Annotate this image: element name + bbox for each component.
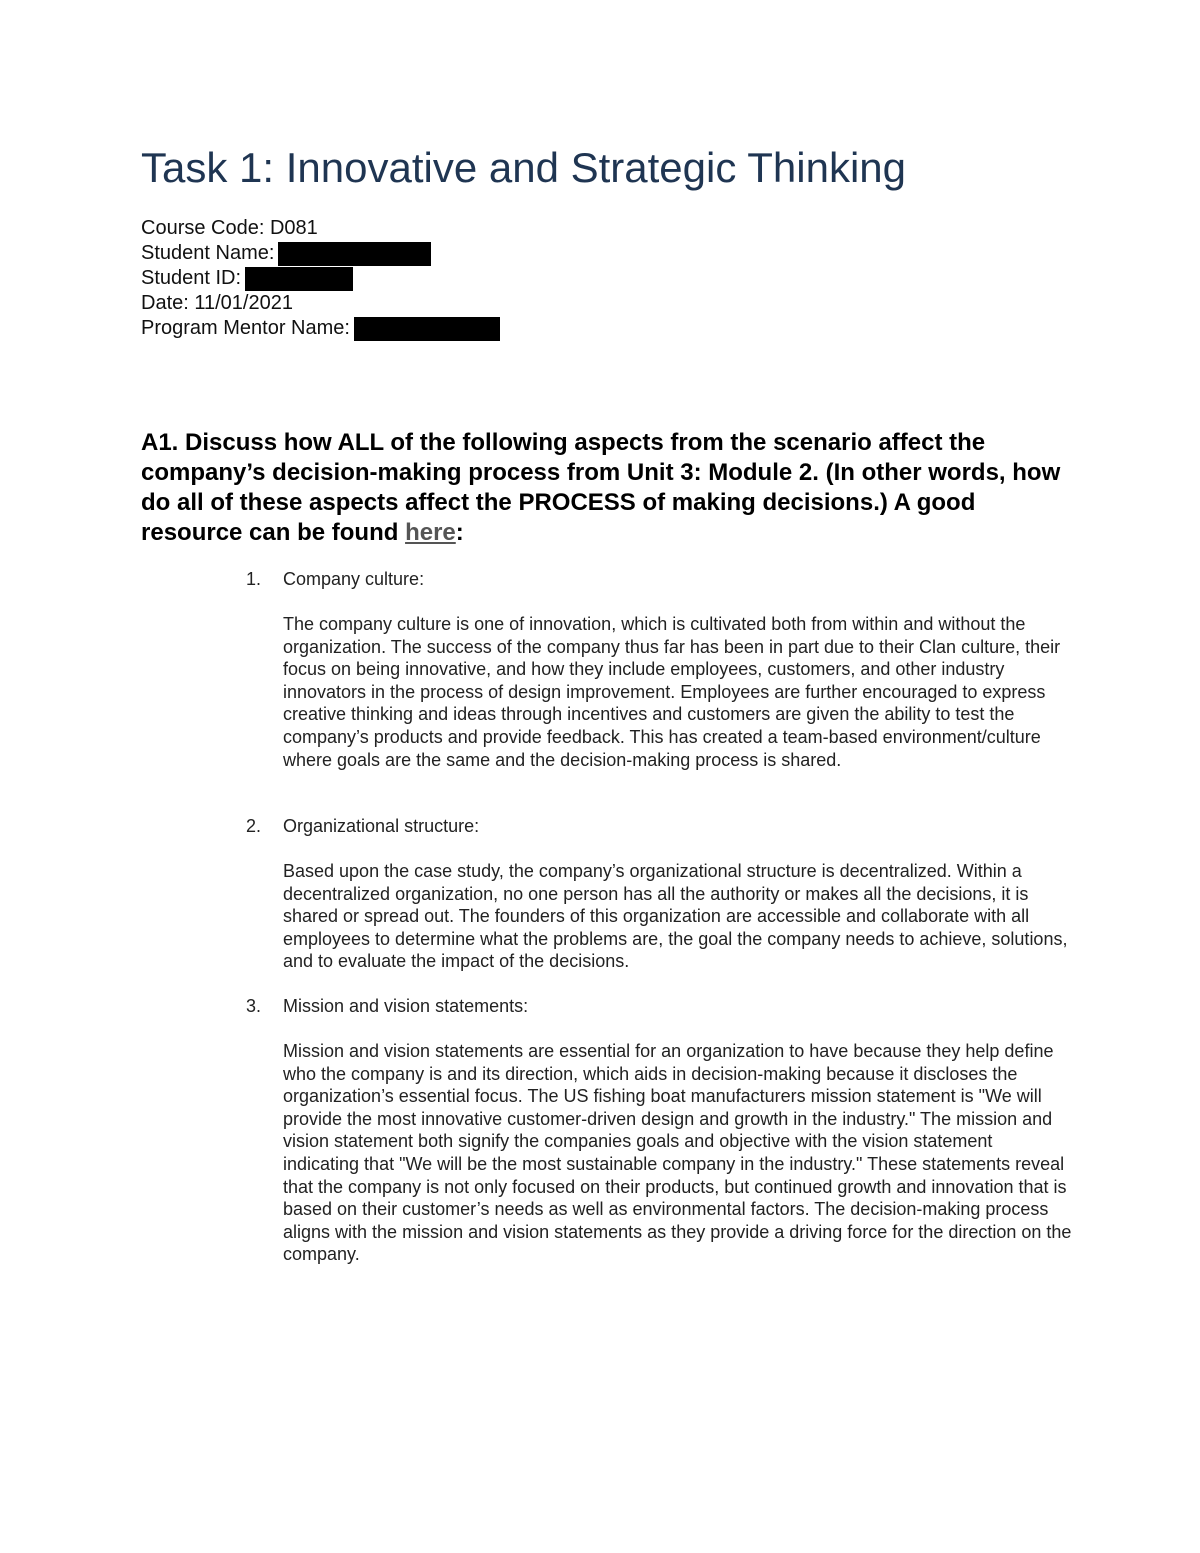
item-number: 1. — [246, 569, 262, 589]
mentor-row — [141, 316, 500, 341]
student-info-block — [141, 216, 500, 341]
item-body-company-culture: The company culture is one of innovation, which is cultivated both from within and without the organization. The success of the company thus far has been in part due to their Clan culture, their focus on being innovative, and how they include employees, customers, and other industry innovators in the process of design improvement. Employees are further encouraged to express creative thinking and ideas through incentives and customers are given the ability to test the company’s products and provide feedback. This has created a team-based environment/culture where goals are the same and the decision-making process is shared. — [283, 614, 1061, 770]
student-name-label: Student Name: — [141, 242, 275, 264]
question-suffix: : — [455, 519, 464, 546]
resource-link[interactable]: here — [405, 519, 456, 546]
item-label-mission-vision: Mission and vision statements: — [283, 996, 529, 1016]
document-title: Task 1: Innovative and Strategic Thinking — [141, 144, 907, 191]
student-id-label: Student ID: — [141, 267, 242, 289]
date-row — [141, 291, 500, 316]
item-body-organizational-structure: Based upon the case study, the company’s organizational structure is decentralized. Within a decentralized organization, no one person has all the authority or makes all the decisions, it is shared or spread out. The founders of this organization are accessible and collaborate with all employees to determine what the problems are, the goal the company needs to achieve, solutions, and to evaluate the impact of the decisions. — [283, 861, 1068, 972]
student-id-row — [141, 266, 500, 291]
item-label-company-culture: Company culture: — [283, 569, 425, 589]
student-name-row — [141, 241, 500, 266]
course-code-row — [141, 216, 500, 241]
course-code-text: Course Code: D081 — [141, 217, 318, 239]
date-text: Date: 11/01/2021 — [141, 292, 293, 314]
question-text: A1. Discuss how ALL of the following aspects from the scenario affect the company’s decision-making process from Unit 3: Module 2. (In other words, how do all of these aspects affect the PROCESS of making decisions.) A good resource can be found — [141, 429, 1061, 546]
student-id-redaction — [245, 267, 353, 291]
item-number: 3. — [246, 996, 262, 1016]
item-label-organizational-structure: Organizational structure: — [283, 816, 480, 836]
student-name-redaction — [278, 242, 431, 266]
item-body-mission-vision: Mission and vision statements are essential for an organization to have because they help define who the company is and its direction, which aids in decision-making because it discloses the organization’s essential focus. The US fishing boat manufacturers mission statement is "We will provide the most innovative customer-driven design and growth in the industry." The mission and vision statement both signify the companies goals and objective with the vision statement indicating that "We will be the most sustainable company in the industry." These statements reveal that the company is not only focused on their products, but continued growth and innovation that is based on their customer’s needs as well as environmental factors. The decision-making process aligns with the mission and vision statements as they provide a driving force for the direction on the company. — [283, 1041, 1072, 1265]
item-number: 2. — [246, 816, 262, 836]
mentor-name-redaction — [354, 317, 500, 341]
question-heading — [141, 428, 1071, 548]
mentor-label: Program Mentor Name: — [141, 317, 350, 339]
